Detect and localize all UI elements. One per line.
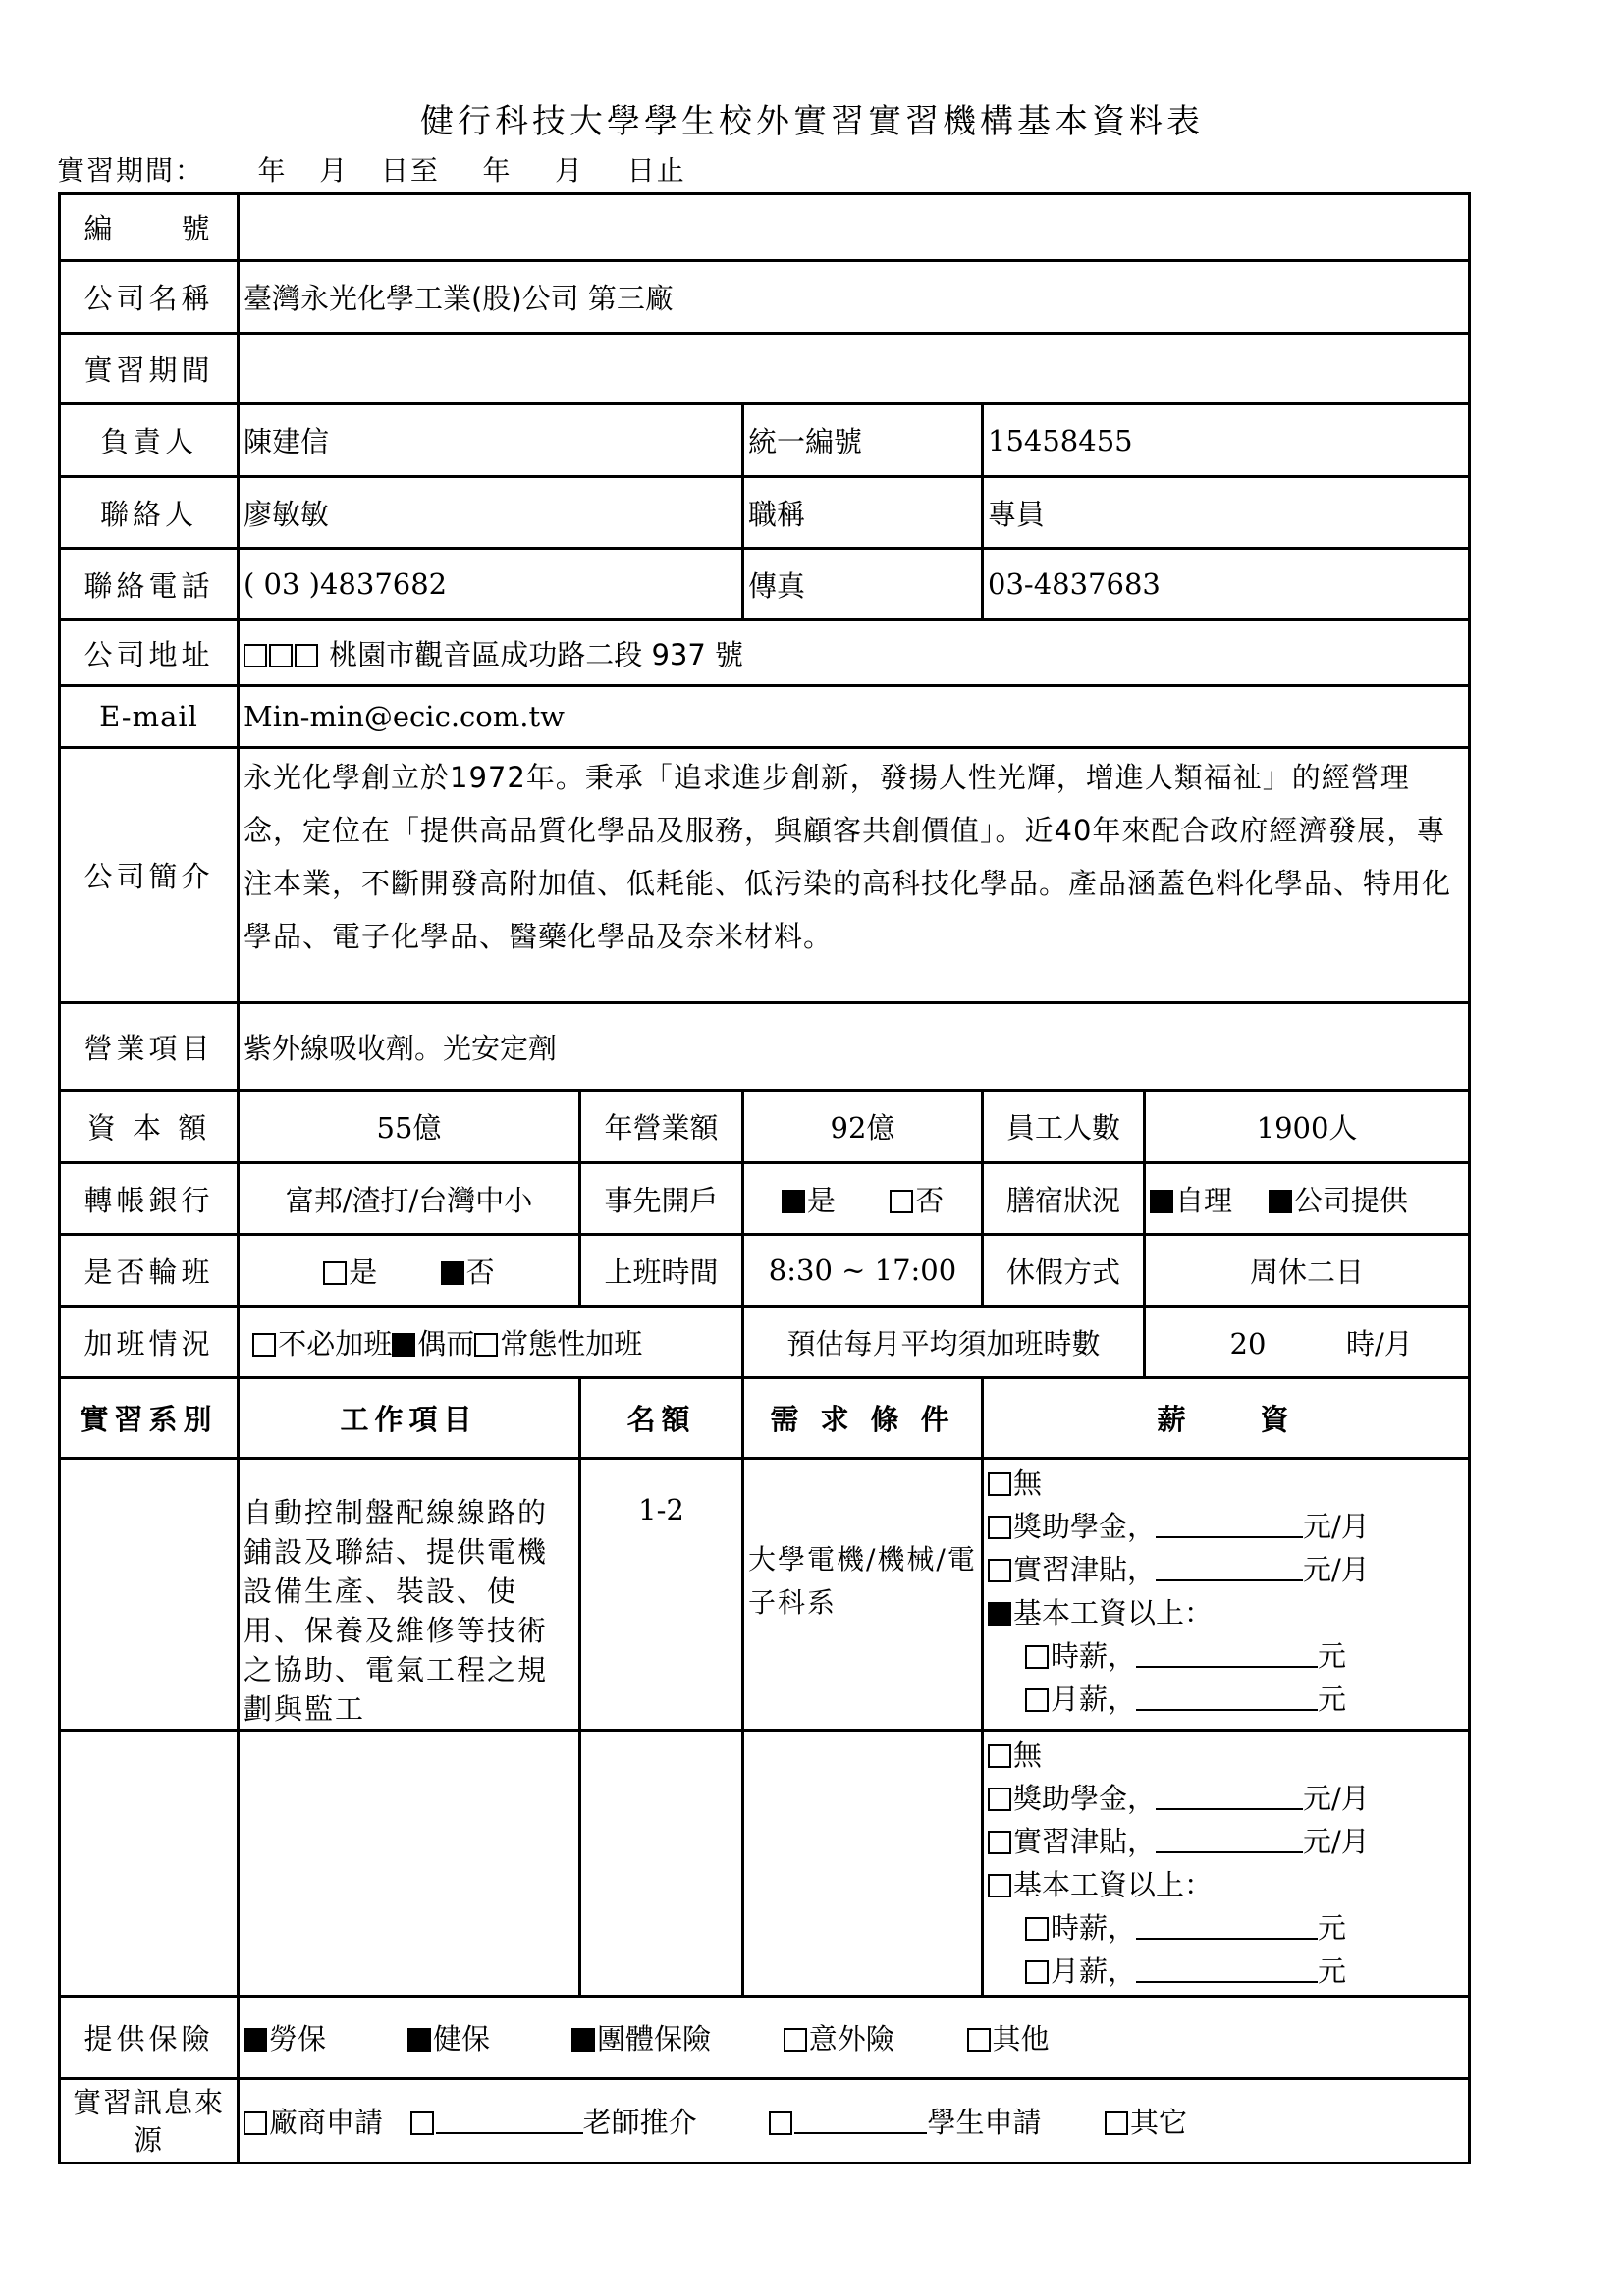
salary-hourly-label: 時薪， (1051, 1911, 1137, 1945)
company-field[interactable]: 臺灣永光化學工業(股)公司 第三廠 (239, 261, 1470, 334)
bank-field[interactable]: 富邦/渣打/台灣中小 (239, 1163, 580, 1235)
requirement-header: 需 求 條 件 (743, 1378, 983, 1459)
source-label: 實習訊息來源 (60, 2079, 239, 2163)
row-source (60, 2079, 1470, 2163)
serial-label: 編 號 (60, 194, 239, 261)
contact-field[interactable]: 廖敏敏 (239, 477, 743, 549)
salary-hourly-label: 時薪， (1051, 1639, 1137, 1673)
salary-basic-label: 基本工資以上： (1013, 1868, 1214, 1901)
salary-monthly-unit: 元 (1318, 1954, 1347, 1988)
insurance-label: 提供保險 (60, 1997, 239, 2079)
employees-label: 員工人數 (983, 1091, 1145, 1163)
zip-box-3 (295, 644, 318, 667)
source-vendor-checkbox[interactable] (244, 2111, 267, 2135)
insurance-options (239, 1997, 1470, 2079)
lodging-self-checkbox[interactable] (1150, 1190, 1173, 1213)
account-options (743, 1163, 983, 1235)
address-label: 公司地址 (60, 620, 239, 686)
overtime-sometimes-checkbox[interactable] (392, 1333, 415, 1357)
salary-header: 薪 資 (983, 1378, 1470, 1459)
row-overtime (60, 1307, 1470, 1378)
leave-label: 休假方式 (983, 1235, 1145, 1307)
salary-none-checkbox[interactable] (988, 1472, 1011, 1496)
company-info-table (58, 192, 1471, 2164)
address-text: 桃園市觀音區成功路二段 937 號 (329, 637, 744, 671)
overtime-estimate-label: 預估每月平均須加班時數 (743, 1307, 1145, 1378)
tax-id-label: 統一編號 (743, 404, 983, 477)
salary-scholarship-checkbox[interactable] (988, 1516, 1011, 1539)
row-period (60, 334, 1470, 404)
row-phone (60, 549, 1470, 620)
overtime-hours-field[interactable]: 20 (1229, 1326, 1267, 1361)
salary-scholarship-blank[interactable] (1156, 1536, 1303, 1538)
overtime-label: 加班情況 (60, 1307, 239, 1378)
salary-allowance-unit: 元/月 (1303, 1553, 1370, 1586)
insurance-group-checkbox[interactable] (571, 2028, 595, 2052)
zip-box-1 (244, 644, 267, 667)
salary-monthly-blank[interactable] (1136, 1709, 1318, 1711)
source-vendor-label: 廠商申請 (269, 2106, 384, 2139)
insurance-other-label: 其他 (992, 2022, 1050, 2056)
row-contact (60, 477, 1470, 549)
serial-field[interactable] (239, 194, 1470, 261)
position-salary (983, 1731, 1470, 1997)
source-student-checkbox[interactable] (769, 2111, 792, 2135)
row-address (60, 620, 1470, 686)
salary-scholarship-unit: 元/月 (1303, 1510, 1370, 1543)
position-work[interactable] (239, 1731, 580, 1997)
address-field[interactable] (239, 620, 1470, 686)
salary-basic-label: 基本工資以上： (1013, 1596, 1214, 1629)
salary-allowance-label: 實習津貼， (1013, 1553, 1157, 1586)
email-label: E-mail (60, 686, 239, 748)
position-salary (983, 1459, 1470, 1731)
salary-hourly-blank[interactable] (1136, 1938, 1318, 1940)
account-yes-checkbox[interactable] (782, 1190, 805, 1213)
job-title-field[interactable]: 專員 (983, 477, 1470, 549)
account-label: 事先開戶 (580, 1163, 743, 1235)
period-label: 實習期間 (60, 334, 239, 404)
salary-hourly-checkbox[interactable] (1025, 1645, 1049, 1669)
salary-allowance-blank[interactable] (1156, 1851, 1303, 1853)
source-other-checkbox[interactable] (1105, 2111, 1128, 2135)
revenue-label: 年營業額 (580, 1091, 743, 1163)
row-insurance (60, 1997, 1470, 2079)
position-quota[interactable]: 1-2 (580, 1459, 743, 1731)
owner-field[interactable]: 陳建信 (239, 404, 743, 477)
salary-hourly-unit: 元 (1318, 1639, 1347, 1673)
salary-scholarship-blank[interactable] (1156, 1808, 1303, 1810)
tax-id-field[interactable]: 15458455 (983, 404, 1470, 477)
salary-none-checkbox[interactable] (988, 1744, 1011, 1768)
zip-box-2 (269, 644, 293, 667)
overtime-unit: 時/月 (1346, 1326, 1413, 1361)
account-yes-label: 是 (806, 1183, 836, 1217)
salary-none-label: 無 (1013, 1467, 1043, 1500)
lodging-options (1145, 1163, 1470, 1235)
work-header: 工作項目 (239, 1378, 580, 1459)
source-teacher-label: 老師推介 (582, 2106, 697, 2139)
shift-no-checkbox[interactable] (441, 1261, 464, 1285)
shift-no-label: 否 (465, 1255, 495, 1289)
salary-scholarship-label: 獎助學金， (1013, 1510, 1157, 1543)
profile-label: 公司簡介 (60, 748, 239, 1003)
position-requirement[interactable]: 大學電機/機械/電子科系 (743, 1459, 983, 1731)
salary-basic-checkbox[interactable] (988, 1602, 1011, 1626)
salary-allowance-unit: 元/月 (1303, 1825, 1370, 1858)
insurance-health-label: 健保 (432, 2022, 490, 2056)
dept-header: 實習系別 (60, 1378, 239, 1459)
period-field[interactable] (239, 334, 1470, 404)
internship-period-line: 實習期間： 年 月 日至 年 月 日止 (57, 154, 686, 187)
salary-scholarship-label: 獎助學金， (1013, 1782, 1157, 1815)
hours-label: 上班時間 (580, 1235, 743, 1307)
business-field[interactable]: 紫外線吸收劑。光安定劑 (239, 1003, 1470, 1091)
positions-header-row (60, 1378, 1470, 1459)
lodging-self-label: 自理 (1175, 1183, 1233, 1217)
insurance-group-label: 團體保險 (596, 2022, 711, 2056)
position-dept[interactable] (60, 1459, 239, 1731)
profile-field[interactable]: 永光化學創立於1972年。秉承「追求進步創新，發揚人性光輝，增進人類福祉」的經營理念，定位在「提供高品質化學品及服務，與顧客共創價值」。近40年來配合政府經濟發展，專注本業，不斷開發高附加值、低耗能、低污染的高科技化學品。產品涵蓋色料化學品、特用化學品、電子化學品、醫藥化學品及奈米材料。 (239, 748, 1470, 1003)
bank-label: 轉帳銀行 (60, 1163, 239, 1235)
insurance-other-checkbox[interactable] (967, 2028, 991, 2052)
position-requirement[interactable] (743, 1731, 983, 1997)
overtime-regular-checkbox[interactable] (474, 1333, 498, 1357)
row-shift (60, 1235, 1470, 1307)
shift-label: 是否輪班 (60, 1235, 239, 1307)
salary-monthly-checkbox[interactable] (1025, 1960, 1049, 1984)
fax-label: 傳真 (743, 549, 983, 620)
salary-allowance-checkbox[interactable] (988, 1559, 1011, 1582)
row-serial (60, 194, 1470, 261)
row-profile (60, 748, 1470, 1003)
salary-monthly-label: 月薪， (1051, 1954, 1137, 1988)
salary-monthly-unit: 元 (1318, 1682, 1347, 1716)
salary-hourly-blank[interactable] (1136, 1666, 1318, 1668)
contact-label: 聯絡人 (60, 477, 239, 549)
source-other-label: 其它 (1129, 2106, 1187, 2139)
insurance-accident-checkbox[interactable] (784, 2028, 807, 2052)
phone-field[interactable]: ( 03 )4837682 (239, 549, 743, 620)
account-no-checkbox[interactable] (890, 1190, 913, 1213)
insurance-labor-checkbox[interactable] (244, 2028, 267, 2052)
salary-monthly-blank[interactable] (1136, 1981, 1318, 1983)
row-email (60, 686, 1470, 748)
position-dept[interactable] (60, 1731, 239, 1997)
insurance-accident-label: 意外險 (808, 2022, 894, 2056)
position-work[interactable]: 自動控制盤配線線路的鋪設及聯結、提供電機設備生產、裝設、使用、保養及維修等技術之協助、電氣工程之規劃與監工 (239, 1459, 580, 1731)
row-capital (60, 1091, 1470, 1163)
lodging-company-label: 公司提供 (1293, 1183, 1408, 1217)
row-owner (60, 404, 1470, 477)
overtime-none-label: 不必加班 (278, 1326, 393, 1361)
phone-label: 聯絡電話 (60, 549, 239, 620)
salary-scholarship-unit: 元/月 (1303, 1782, 1370, 1815)
salary-scholarship-checkbox[interactable] (988, 1788, 1011, 1811)
leave-field[interactable]: 周休二日 (1145, 1235, 1470, 1307)
row-company (60, 261, 1470, 334)
overtime-sometimes-label: 偶而 (417, 1326, 475, 1361)
hours-field[interactable]: 8:30 ~ 17:00 (743, 1235, 983, 1307)
capital-label: 資 本 額 (60, 1091, 239, 1163)
salary-allowance-checkbox[interactable] (988, 1831, 1011, 1854)
source-teacher-blank[interactable] (436, 2132, 583, 2134)
position-quota[interactable] (580, 1731, 743, 1997)
salary-none-label: 無 (1013, 1738, 1043, 1772)
position-row (60, 1731, 1470, 1997)
salary-allowance-label: 實習津貼， (1013, 1825, 1157, 1858)
overtime-hours-cell (1145, 1307, 1470, 1378)
business-label: 營業項目 (60, 1003, 239, 1091)
lodging-label: 膳宿狀況 (983, 1163, 1145, 1235)
job-title-label: 職稱 (743, 477, 983, 549)
overtime-regular-label: 常態性加班 (500, 1326, 643, 1361)
insurance-health-checkbox[interactable] (407, 2028, 431, 2052)
account-no-label: 否 (915, 1183, 945, 1217)
email-field[interactable]: Min-min@ecic.com.tw (239, 686, 1470, 748)
salary-monthly-label: 月薪， (1051, 1682, 1137, 1716)
employees-field[interactable]: 1900人 (1145, 1091, 1470, 1163)
revenue-field[interactable]: 92億 (743, 1091, 983, 1163)
shift-options (239, 1235, 580, 1307)
insurance-labor-label: 勞保 (269, 2022, 327, 2056)
salary-allowance-blank[interactable] (1156, 1579, 1303, 1581)
overtime-none-checkbox[interactable] (252, 1333, 276, 1357)
salary-hourly-unit: 元 (1318, 1911, 1347, 1945)
source-student-label: 學生申請 (927, 2106, 1042, 2139)
row-business (60, 1003, 1470, 1091)
quota-header: 名額 (580, 1378, 743, 1459)
company-label: 公司名稱 (60, 261, 239, 334)
overtime-options (239, 1307, 743, 1378)
position-row (60, 1459, 1470, 1731)
source-options (239, 2079, 1470, 2163)
owner-label: 負責人 (60, 404, 239, 477)
salary-monthly-checkbox[interactable] (1025, 1688, 1049, 1712)
shift-yes-label: 是 (349, 1255, 378, 1289)
source-teacher-checkbox[interactable] (410, 2111, 434, 2135)
salary-hourly-checkbox[interactable] (1025, 1917, 1049, 1941)
lodging-company-checkbox[interactable] (1269, 1190, 1292, 1213)
source-student-blank[interactable] (794, 2132, 927, 2134)
salary-basic-checkbox[interactable] (988, 1874, 1011, 1897)
form-title: 健行科技大學學生校外實習實習機構基本資料表 (420, 102, 1204, 141)
shift-yes-checkbox[interactable] (323, 1261, 347, 1285)
row-bank (60, 1163, 1470, 1235)
capital-field[interactable]: 55億 (239, 1091, 580, 1163)
fax-field[interactable]: 03-4837683 (983, 549, 1470, 620)
